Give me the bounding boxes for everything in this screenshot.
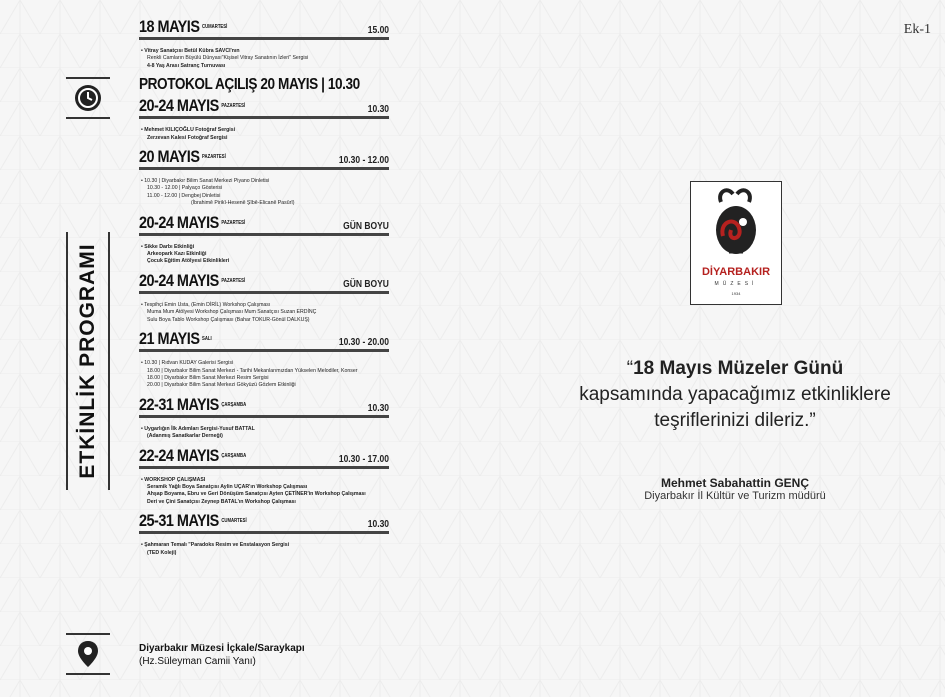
schedule-section: 20-24 MAYIS $^{PAZARTESİ}$ 10.30 • Mehmet KILIÇOĞLU Fotoğraf Sergisi Zerzevan Kalesi Fotoğraf Sergisi xyxy=(139,96,389,141)
address-line-1: Diyarbakır Müzesi İçkale/Saraykapı xyxy=(139,643,305,654)
logo-name: DİYARBAKIR xyxy=(701,266,771,278)
schedule-section: 25-31 MAYIS $^{CUMARTESİ}$ 10.30 • Şahmaran Temalı "Paradoks Resim ve Enstalasyon Sergisi (TED Koleji) xyxy=(139,511,389,556)
clock-icon xyxy=(73,83,103,113)
logo-subtitle: MÜZESİ xyxy=(714,281,758,287)
ram-emblem-icon xyxy=(691,182,781,264)
address xyxy=(139,642,305,668)
museum-logo xyxy=(690,181,782,305)
protocol-opening: PROTOKOL AÇILIŞ 20 MAYIS | 10.30 xyxy=(139,76,360,94)
logo-year: 1934 xyxy=(731,291,741,296)
schedule-section: 20 MAYIS $^{PAZARTESİ}$ 10.30 - 12.00 • 10.30 | Diyarbakır Bilim Sanat Merkezi Piyano Dinletisi 10.30 - 12.00 | Palyaço Gösterisi 11.00 - 12.00 | Dengbej Dinletisi (İbrahimê Pirikî-Hesenê Şîbê-Elicanê Pasûrî) xyxy=(139,147,389,207)
schedule-section: 22-31 MAYIS $^{ÇARŞAMBA}$ 10.30 • Uygarlığın İlk Adımları Sergisi-Yusuf BATTAL (Adanmış Sanatkarlar Derneği) xyxy=(139,394,389,440)
schedule-section: 22-24 MAYIS $^{ÇARŞAMBA}$ 10.30 - 17.00 • WORKSHOP ÇALIŞMASI Seramik Yağlı Boya Sanatçısı Aylin UÇAR'ın Workshop Çalışması Ahşap Boyama, Ebru ve Geri Dönüşüm Sanatçısı Ayten ÇETİNER'in Workshop Çalışması Deri ve Çini Sanatçısı Zeynep BATAL'ın Workshop Çalışması xyxy=(139,445,389,505)
clock-block xyxy=(66,74,110,122)
signer-name: Mehmet Sabahattin GENÇ xyxy=(660,476,810,490)
page-label: Ek-1 xyxy=(903,22,931,37)
program-title-block xyxy=(64,232,112,490)
signer-role: Diyarbakır İl Kültür ve Turizm müdürü xyxy=(644,490,826,502)
schedule-section: 18 MAYIS $^{CUMARTESİ}$ 15.00 • Vitray Sanatçısı Betül Kübra SAVCI'nın Renkli Camların Büyülü Dünyası"Kişisel Vitray Sanatının İzleri" Sergisi 4-8 Yaş Arası Satranç Turnuvası xyxy=(139,17,389,69)
schedule xyxy=(139,18,389,563)
program-title: ETKİNLİK PROGRAMI xyxy=(76,243,99,479)
address-line-2: (Hz.Süleyman Camii Yanı) xyxy=(139,656,256,667)
invitation-quote: “18 Mayıs Müzeler Günü kapsamında yapacağımız etkinliklere teşriflerinizi dileriz.” xyxy=(579,358,891,431)
schedule-section: 21 MAYIS $^{SALI}$ 10.30 - 20.00 • 10.30 | Rıdvan KUDAY Galerisi Sergisi 18.00 | Diyarbakır Bilim Sanat Merkezi - Tarihi Mekanlarımızdan Yükselen Melodiler, Konser 18.00 | Diyarbakır Bilim Sanat Merkezi Resim Sergisi 20.00 | Diyarbakır Bilim Sanat Merkezi Gökyüzü Gözlem Etkinliği xyxy=(139,329,389,389)
schedule-section: 20-24 MAYIS $^{PAZARTESİ}$ GÜN BOYU • Sikke Darbı Etkinliği Arkeopark Kazı Etkinliği Çocuk Eğitim Atölyesi Etkinlikleri xyxy=(139,212,389,265)
location-block xyxy=(66,630,110,678)
location-pin-icon xyxy=(73,639,103,669)
signature-block xyxy=(560,476,910,502)
schedule-section: 20-24 MAYIS $^{PAZARTESİ}$ GÜN BOYU • Tespihçi Emin Usta, (Emin DİRİL) Workshop Çalışması Muma Mum Atölyesi Workshop Çalışması Mum Sanatçısı Suzan ERDİNÇ Sulu Boya Tablo Workshop Çalışması (Bahar TOKUR-Gönül DALKUŞ) xyxy=(139,270,389,323)
